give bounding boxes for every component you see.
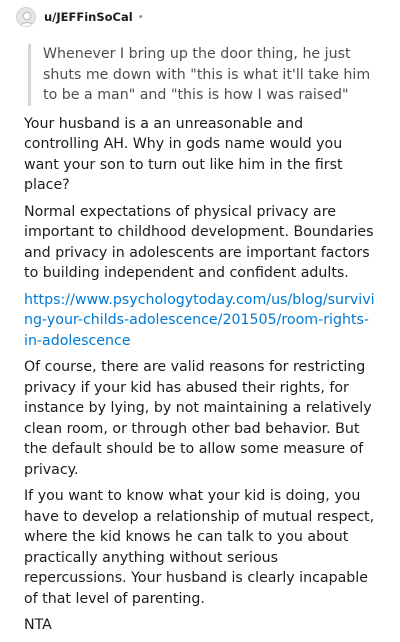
comment-header [16, 6, 144, 28]
paragraph-4: If you want to know what your kid is doing, you have to develop a relationship of mutual respect, where the kid knows he can talk to you about practically anything without serious repercussions. Your husband is clearly incapable of that level of parenting. [24, 488, 375, 607]
paragraph-3: Of course, there are valid reasons for restricting privacy if your kid has abused their rights, for instance by lying, by not maintaining a relatively clean room, or through other bad behavior. But the default should be to allow some measure of privacy. [24, 359, 372, 478]
author-username[interactable]: u/JEFFinSoCal [44, 10, 133, 24]
paragraph-2: Normal expectations of physical privacy are important to childhood development. Boundaries and privacy in adolescents are important factors to building independent and confident adults. [24, 203, 374, 281]
blockquote: Whenever I bring up the door thing, he just shuts me down with "this is what it'll take him to be a man" and "this is how I was raised" [28, 44, 380, 106]
user-icon [17, 8, 36, 27]
article-link[interactable]: https://www.psychologytoday.com/us/blog/surviving-your-childs-adolescence/201505/room-rights-in-adolescence [24, 291, 375, 349]
separator-dot: • [137, 11, 144, 23]
verdict: NTA [24, 617, 52, 633]
link-paragraph [24, 290, 380, 352]
comment-body [24, 44, 380, 642]
paragraph-1: Your husband is a an unreasonable and controlling AH. Why in gods name would you want your son to turn out like him in the first place? [24, 115, 343, 193]
avatar[interactable] [16, 7, 36, 27]
